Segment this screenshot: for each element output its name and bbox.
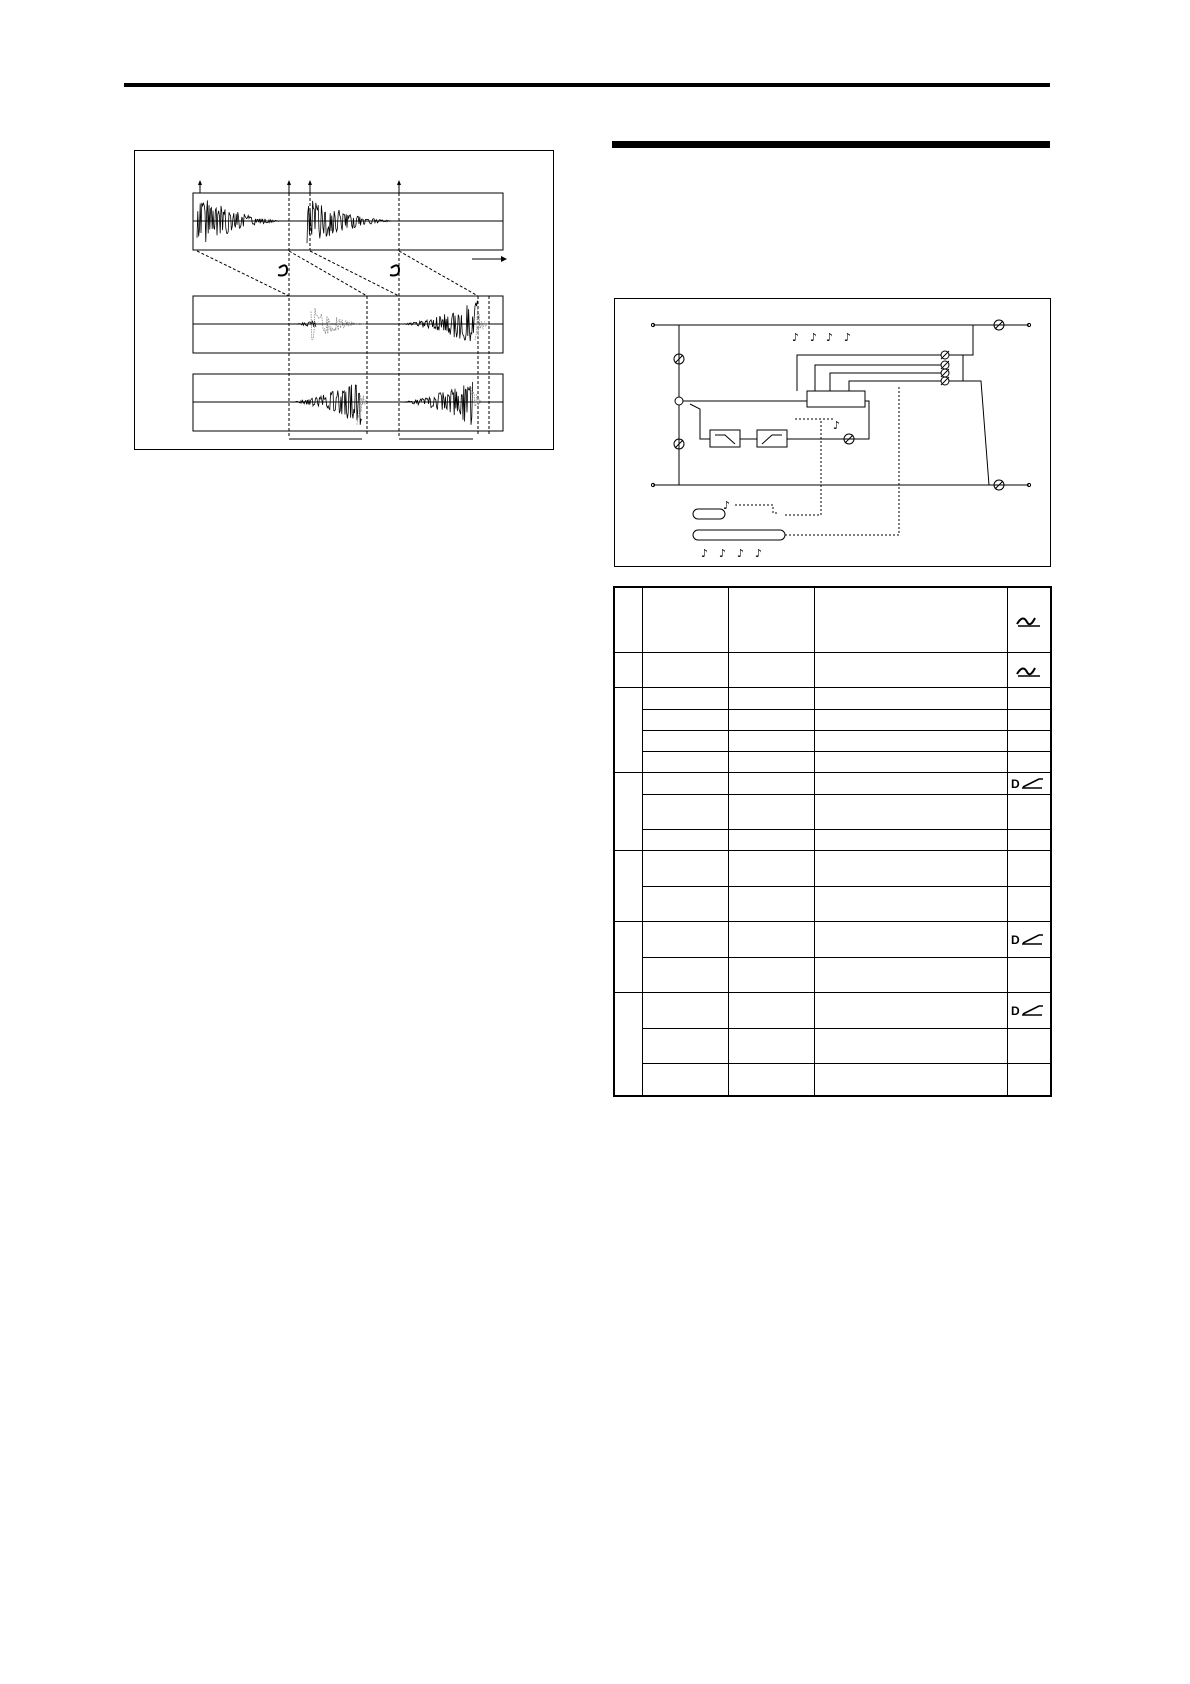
- param-desc-cell: [814, 992, 1007, 1028]
- table-row: [614, 992, 1051, 1028]
- eighth-note-icon: ♪: [701, 547, 709, 560]
- param-name-cell: [642, 1028, 728, 1063]
- param-name-cell: [642, 687, 728, 709]
- param-desc-cell: [814, 829, 1007, 850]
- eighth-note-icon: ♪: [792, 331, 800, 344]
- waveform-traces: [197, 200, 489, 424]
- mixer-node: [675, 397, 683, 405]
- param-value-cell: [728, 957, 814, 992]
- param-desc-cell: [814, 652, 1007, 687]
- eighth-note-icon: ♪: [755, 547, 763, 560]
- param-value-cell: [728, 751, 814, 772]
- param-icon-cell: [1007, 1028, 1051, 1063]
- param-value-cell: [728, 587, 814, 652]
- param-icon-cell: [1007, 772, 1051, 794]
- reverse-loop-icons: [278, 265, 399, 275]
- time-arrow-head: [501, 256, 507, 262]
- table-row: [614, 687, 1051, 709]
- param-name-cell: [642, 794, 728, 829]
- delay-block: [807, 391, 865, 407]
- page-top-rule: [124, 83, 1050, 87]
- reverse-waveform-figure: [134, 150, 554, 450]
- param-value-cell: [728, 850, 814, 886]
- param-desc-cell: [814, 850, 1007, 886]
- eighth-note-icon: ♪: [737, 547, 745, 560]
- param-name-cell: [642, 652, 728, 687]
- param-icon-cell: [1007, 730, 1051, 751]
- table-row: [614, 1063, 1051, 1096]
- param-value-cell: [728, 921, 814, 957]
- table-row: [614, 772, 1051, 794]
- param-name-cell: [642, 992, 728, 1028]
- modulation-route-1: [735, 505, 777, 513]
- param-name-cell: [642, 587, 728, 652]
- lowpass-filter-icon: [715, 435, 735, 444]
- param-number-cell: [614, 652, 642, 687]
- param-value-cell: [728, 652, 814, 687]
- svg-text:D: D: [1010, 1004, 1020, 1017]
- param-number-cell: [614, 772, 642, 850]
- param-desc-cell: [814, 1028, 1007, 1063]
- param-icon-cell: [1007, 751, 1051, 772]
- block-diagram: [615, 299, 1050, 566]
- param-desc-cell: [814, 957, 1007, 992]
- param-icon-cell: [1007, 1063, 1051, 1096]
- param-value-cell: [728, 709, 814, 730]
- table-row: [614, 850, 1051, 886]
- table-row: [614, 957, 1051, 992]
- param-value-cell: [728, 772, 814, 794]
- param-desc-cell: [814, 921, 1007, 957]
- param-number-cell: [614, 992, 642, 1096]
- tempo-sync-icon: [1014, 612, 1044, 628]
- signal-flow-diagram: [614, 298, 1051, 567]
- modulation-source-pill: [693, 509, 725, 519]
- param-name-cell: [642, 886, 728, 921]
- eighth-note-icon: ♪: [810, 331, 818, 344]
- param-value-cell: [728, 992, 814, 1028]
- param-value-cell: [728, 730, 814, 751]
- param-name-cell: [642, 957, 728, 992]
- trigger-arrowhead: [198, 180, 202, 185]
- param-desc-cell: [814, 794, 1007, 829]
- waveform-trace: [289, 385, 362, 425]
- table-row: [614, 652, 1051, 687]
- param-icon-cell: [1007, 992, 1051, 1028]
- svg-text:D: D: [1010, 777, 1020, 790]
- tap-line-3: [830, 373, 887, 391]
- dynamic-modulation-icon: [1011, 932, 1047, 946]
- eighth-note-icon: ♪: [826, 331, 834, 344]
- param-name-cell: [642, 709, 728, 730]
- param-desc-cell: [814, 1063, 1007, 1096]
- param-value-cell: [728, 794, 814, 829]
- param-icon-cell: [1007, 921, 1051, 957]
- trigger-markers: [200, 183, 399, 193]
- param-icon-cell: [1007, 794, 1051, 829]
- trigger-arrowhead: [308, 180, 312, 185]
- table-row: [614, 751, 1051, 772]
- waveform-trace: [399, 301, 477, 342]
- table-row: [614, 886, 1051, 921]
- trigger-arrowhead: [287, 180, 291, 185]
- modulation-source-pill-wide: [693, 530, 785, 540]
- svg-text:D: D: [1010, 933, 1020, 946]
- param-icon-cell: [1007, 687, 1051, 709]
- param-icon-cell: [1007, 587, 1051, 652]
- param-number-cell: [614, 850, 642, 921]
- param-icon-cell: [1007, 957, 1051, 992]
- mapping-line: [197, 251, 289, 296]
- trigger-arrowhead: [397, 180, 401, 185]
- dynamic-modulation-icon: [1011, 1003, 1047, 1017]
- reverse-mapping-lines: [197, 251, 478, 296]
- param-desc-cell: [814, 709, 1007, 730]
- param-number-cell: [614, 921, 642, 992]
- param-icon-cell: [1007, 850, 1051, 886]
- dynamic-modulation-icon: [1011, 776, 1047, 790]
- modulation-route-2: [785, 419, 821, 515]
- param-desc-cell: [814, 751, 1007, 772]
- param-icon-cell: [1007, 709, 1051, 730]
- eighth-note-icon: ♪: [723, 499, 731, 512]
- waveform-trace: [475, 309, 489, 340]
- param-desc-cell: [814, 587, 1007, 652]
- tap-line-2: [815, 365, 887, 391]
- param-value-cell: [728, 1028, 814, 1063]
- param-value-cell: [728, 1063, 814, 1096]
- section-heading-bar: [612, 141, 1050, 148]
- param-value-cell: [728, 687, 814, 709]
- lowpass-filter-block: [710, 430, 740, 447]
- eighth-note-icon: ♪: [833, 419, 841, 432]
- eighth-note-icon: ♪: [844, 331, 852, 344]
- highpass-filter-block: [757, 430, 787, 447]
- waveform-diagram: [135, 151, 553, 449]
- table-row: [614, 587, 1051, 652]
- param-name-cell: [642, 921, 728, 957]
- eighth-note-icon: ♪: [719, 547, 727, 560]
- param-name-cell: [642, 1063, 728, 1096]
- param-number-cell: [614, 687, 642, 772]
- param-desc-cell: [814, 772, 1007, 794]
- tap-line-4: [849, 381, 887, 391]
- param-name-cell: [642, 829, 728, 850]
- table-row: [614, 1028, 1051, 1063]
- table-row: [614, 921, 1051, 957]
- parameter-table: [613, 586, 1052, 1097]
- feedback-to-mixer: [690, 404, 710, 439]
- highpass-filter-icon: [762, 435, 782, 444]
- reverse-loop-icon: [390, 265, 399, 275]
- mapping-line: [399, 251, 478, 296]
- param-name-cell: [642, 850, 728, 886]
- param-name-cell: [642, 772, 728, 794]
- param-value-cell: [728, 829, 814, 850]
- param-icon-cell: [1007, 886, 1051, 921]
- table-row: [614, 709, 1051, 730]
- table-row: [614, 730, 1051, 751]
- param-number-cell: [614, 587, 642, 652]
- waveform-trace: [307, 201, 397, 243]
- wet-bus-top: [949, 325, 973, 355]
- param-name-cell: [642, 751, 728, 772]
- param-name-cell: [642, 730, 728, 751]
- trigger-arrowheads: [198, 180, 401, 185]
- param-desc-cell: [814, 687, 1007, 709]
- param-desc-cell: [814, 730, 1007, 751]
- param-icon-cell: [1007, 652, 1051, 687]
- wet-bus-bottom: [949, 381, 989, 485]
- reverse-loop-icon: [278, 265, 287, 275]
- waveform-trace: [399, 382, 473, 425]
- param-desc-cell: [814, 886, 1007, 921]
- param-value-cell: [728, 886, 814, 921]
- param-icon-cell: [1007, 829, 1051, 850]
- table-row: [614, 794, 1051, 829]
- tempo-sync-icon: [1014, 662, 1044, 678]
- table-row: [614, 829, 1051, 850]
